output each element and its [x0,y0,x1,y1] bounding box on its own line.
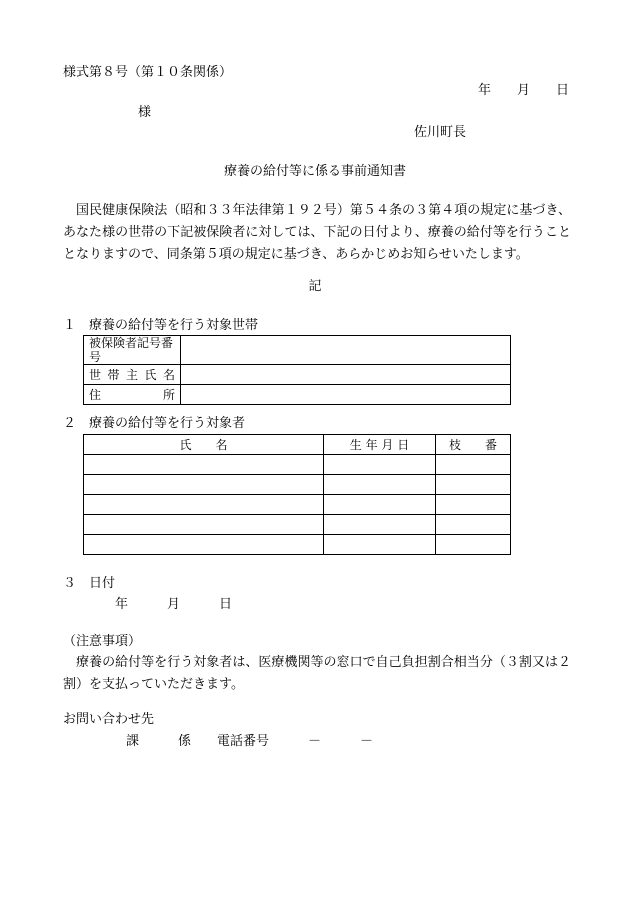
table-row [84,475,511,495]
table-row [84,385,511,405]
addressee-suffix: 様 [138,105,152,120]
cell-branch [436,515,511,535]
cell-branch [436,495,511,515]
document-title: 療養の給付等に係る事前通知書 [223,164,406,179]
household-table [83,335,511,405]
label-insured-number: 被保険者記号番号 [84,336,181,365]
cell-branch [436,455,511,475]
cell-name [84,535,324,555]
section3-date: 年 月 日 [115,597,233,612]
col-name: 氏 名 [84,435,324,455]
value-insured-number [181,336,511,365]
value-head-of-household [181,365,511,385]
label-head-of-household: 世帯主氏名 [84,365,181,385]
cell-name [84,515,324,535]
contact-line: 課 係 電話番号 － － [126,734,374,749]
date-line: 年 月 日 [478,83,570,98]
table-row [84,495,511,515]
form-number: 様式第８号（第１０条関係） [63,65,233,80]
table-row [84,455,511,475]
body-paragraph: 国民健康保険法（昭和３３年法律第１９２号）第５４条の３第４項の規定に基づき、あなた様の世帯の下記被保険者に対しては、下記の日付より、療養の給付等を行うこととなりますので、同条第５項の規定に基づき、あらかじめお知らせいたします。 [63,203,571,262]
table-row [84,336,511,365]
table-header-row [84,435,511,455]
value-address [181,385,511,405]
cell-name [84,475,324,495]
cell-birthdate [324,515,436,535]
cell-birthdate [324,455,436,475]
cell-birthdate [324,535,436,555]
table-row [84,515,511,535]
section2-heading: ２ 療養の給付等を行う対象者 [63,416,246,431]
col-branch-number: 枝 番 [436,435,511,455]
cell-name [84,455,324,475]
notes-heading: （注意事項） [63,634,142,649]
cell-birthdate [324,495,436,515]
subjects-table [83,434,511,555]
cell-branch [436,475,511,495]
cell-name [84,495,324,515]
notes-text: 療養の給付等を行う対象者は、医療機関等の窓口で自己負担割合相当分（３割又は２割）を支払っていただきます。 [63,655,571,692]
label-address: 住所 [84,385,181,405]
col-birthdate: 生 年 月 日 [324,435,436,455]
contact-heading: お問い合わせ先 [63,712,155,727]
table-row [84,365,511,385]
issuer: 佐川町長 [414,125,467,140]
ki-mark: 記 [308,279,322,294]
cell-birthdate [324,475,436,495]
section3-heading: ３ 日付 [63,576,116,591]
section1-heading: １ 療養の給付等を行う対象世帯 [63,318,259,333]
cell-branch [436,535,511,555]
table-row [84,535,511,555]
